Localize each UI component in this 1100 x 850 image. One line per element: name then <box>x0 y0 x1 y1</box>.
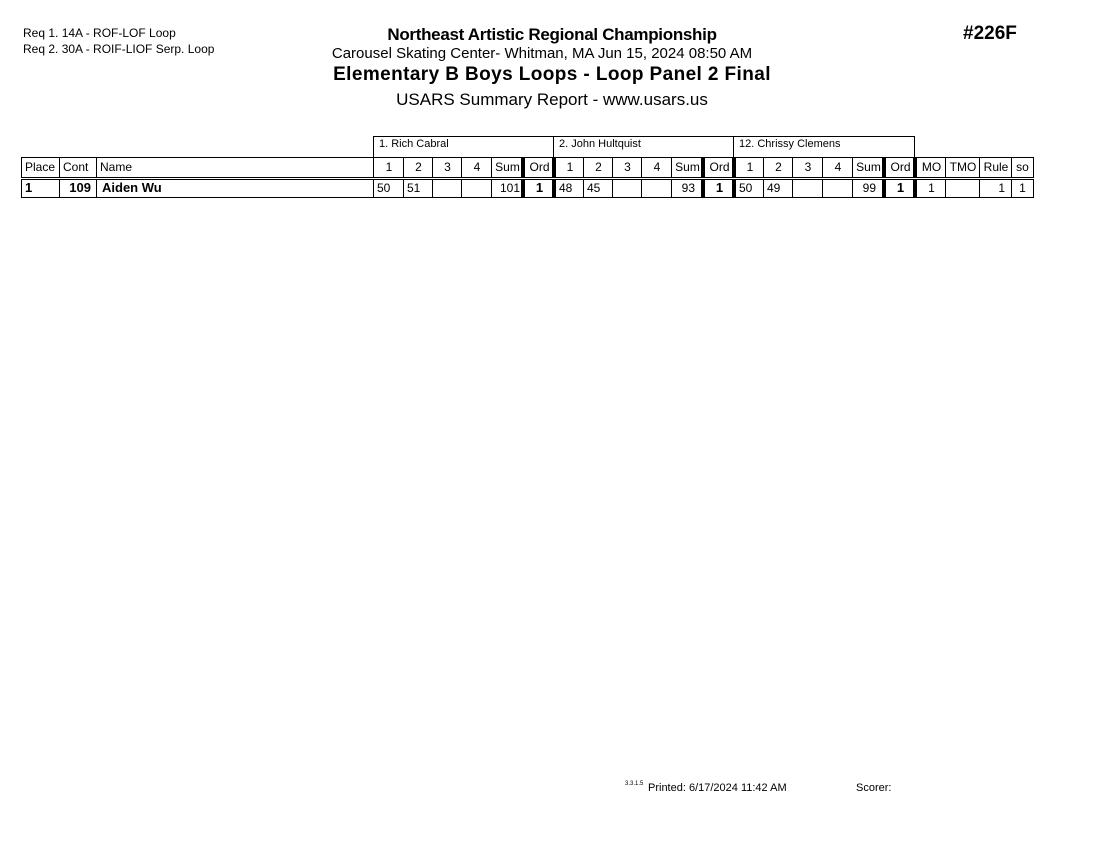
cell-j1-1: 50 <box>373 179 404 198</box>
report-title: USARS Summary Report - www.usars.us <box>396 90 708 109</box>
cell-j2-4 <box>641 179 672 198</box>
cell-j3-sum: 99 <box>852 179 884 198</box>
cell-j3-4 <box>822 179 853 198</box>
col-j1-2: 2 <box>403 157 433 178</box>
cell-j2-2: 45 <box>583 179 613 198</box>
cell-j1-3 <box>432 179 462 198</box>
cell-rule: 1 <box>979 179 1012 198</box>
cell-j2-ord: 1 <box>701 179 734 198</box>
col-j3-sum: Sum <box>852 157 884 178</box>
col-rule: Rule <box>979 157 1012 178</box>
event-number: #226F <box>963 23 1017 44</box>
col-name: Name <box>96 157 374 178</box>
cell-j2-3 <box>612 179 642 198</box>
requirement-2: Req 2. 30A - ROIF-LIOF Serp. Loop <box>23 42 215 56</box>
cell-j2-1: 48 <box>552 179 584 198</box>
col-j1-4: 4 <box>461 157 492 178</box>
col-j3-ord: Ord <box>882 157 915 178</box>
col-j1-ord: Ord <box>521 157 554 178</box>
cell-j1-sum: 101 <box>491 179 523 198</box>
col-j2-2: 2 <box>583 157 613 178</box>
col-j3-3: 3 <box>792 157 823 178</box>
cell-tmo <box>945 179 980 198</box>
col-j3-2: 2 <box>763 157 793 178</box>
col-j1-sum: Sum <box>491 157 523 178</box>
cell-name: Aiden Wu <box>96 179 374 198</box>
cell-mo: 1 <box>913 179 946 198</box>
col-cont: Cont <box>59 157 97 178</box>
venue-datetime: Carousel Skating Center- Whitman, MA Jun 15, 2024 08:50 AM <box>331 45 753 62</box>
cell-so: 1 <box>1011 179 1034 198</box>
cell-cont: 109 <box>59 179 97 198</box>
requirement-1: Req 1. 14A - ROF-LOF Loop <box>23 26 176 40</box>
printed-timestamp: Printed: 6/17/2024 11:42 AM <box>648 782 787 794</box>
col-j2-sum: Sum <box>671 157 703 178</box>
championship-title: Northeast Artistic Regional Championship <box>387 25 717 44</box>
cell-j3-1: 50 <box>732 179 764 198</box>
cell-j1-4 <box>461 179 492 198</box>
cell-j3-2: 49 <box>763 179 793 198</box>
event-title: Elementary B Boys Loops - Loop Panel 2 Final <box>333 64 771 85</box>
col-j2-ord: Ord <box>701 157 734 178</box>
software-version: 3.3.1.5 <box>625 781 644 787</box>
scorer-label: Scorer: <box>856 782 892 794</box>
judge-header-1: 1. Rich Cabral <box>373 136 554 157</box>
col-so: so <box>1011 157 1034 178</box>
cell-j2-sum: 93 <box>671 179 703 198</box>
col-j3-1: 1 <box>732 157 764 178</box>
col-j1-3: 3 <box>432 157 462 178</box>
col-j2-1: 1 <box>552 157 584 178</box>
cell-j1-ord: 1 <box>521 179 554 198</box>
cell-j3-ord: 1 <box>882 179 915 198</box>
col-j3-4: 4 <box>822 157 853 178</box>
judge-header-3: 12. Chrissy Clemens <box>733 136 915 157</box>
col-place: Place <box>21 157 60 178</box>
judge-header-2: 2. John Hultquist <box>553 136 734 157</box>
cell-j3-3 <box>792 179 823 198</box>
col-tmo: TMO <box>945 157 980 178</box>
cell-j1-2: 51 <box>403 179 433 198</box>
col-j1-1: 1 <box>373 157 404 178</box>
cell-place: 1 <box>21 179 60 198</box>
col-j2-3: 3 <box>612 157 642 178</box>
col-mo: MO <box>913 157 946 178</box>
col-j2-4: 4 <box>641 157 672 178</box>
